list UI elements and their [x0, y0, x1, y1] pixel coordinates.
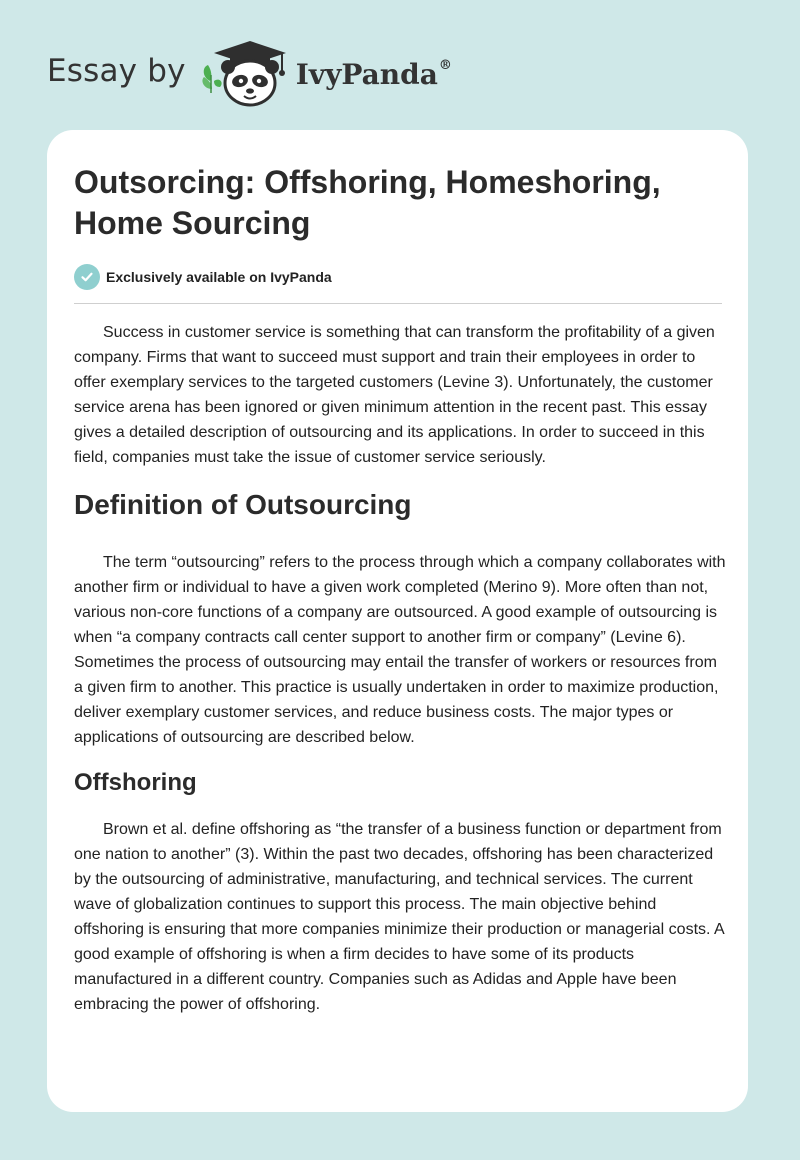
brand-name[interactable]	[296, 58, 452, 91]
exclusive-badge	[74, 264, 332, 290]
section-paragraph-offshoring: Brown et al. define offshoring as “the transfer of a business function or department from one nation to another” (3). Within the past two decades, offshoring has been characterized by the outsourcing of administrative, manufacturing, and technical services. The current wave of globalization continues to support this process. The main objective behind offshoring is ensuring that more companies minimize their production or managerial costs. A good example of offshoring is when a firm decides to have some of its products manufactured in a different country. Companies such as Adidas and Apple have been embracing the power of offshoring.	[74, 821, 724, 1013]
essay-by-label: Essay by	[47, 53, 186, 89]
section-heading-offshoring: Offshoring	[74, 769, 197, 796]
section-heading-definition: Definition of Outsourcing	[74, 489, 412, 520]
panda-graduate-icon[interactable]	[200, 37, 292, 109]
intro-paragraph: Success in customer service is something that can transform the profitability of a given company. Firms that want to succeed must support and train their employees in order to offer exemplary services to the targeted customers (Levine 3). Unfortunately, the customer service arena has been ignored or given minimum attention in the recent past. This essay gives a detailed description of outsourcing and its applications. In order to succeed in this field, companies must take the issue of customer service seriously.	[74, 324, 715, 466]
divider	[74, 303, 722, 304]
essay-card	[47, 130, 748, 1112]
registered-mark: ®	[438, 57, 452, 73]
check-icon	[74, 264, 100, 290]
site-header	[47, 38, 452, 108]
brand-text: IvyPanda	[295, 57, 438, 91]
essay-content	[74, 320, 726, 1017]
section-paragraph-definition: The term “outsourcing” refers to the process through which a company collaborates with another firm or individual to have a given work completed (Merino 9). More often than not, various non-core functions of a company are outsourced. A good example of outsourcing is when “a company contracts call center support to another firm or company” (Levine 6). Sometimes the process of outsourcing may entail the transfer of workers or resources from a given firm to another. This practice is usually undertaken in order to maximize production, deliver exemplary customer services, and reduce business costs. The major types or applications of outsourcing are described below.	[74, 554, 726, 746]
exclusive-label: Exclusively available on IvyPanda	[106, 269, 332, 285]
essay-title: Outsorcing: Offshoring, Homeshoring, Home Sourcing	[74, 164, 661, 241]
